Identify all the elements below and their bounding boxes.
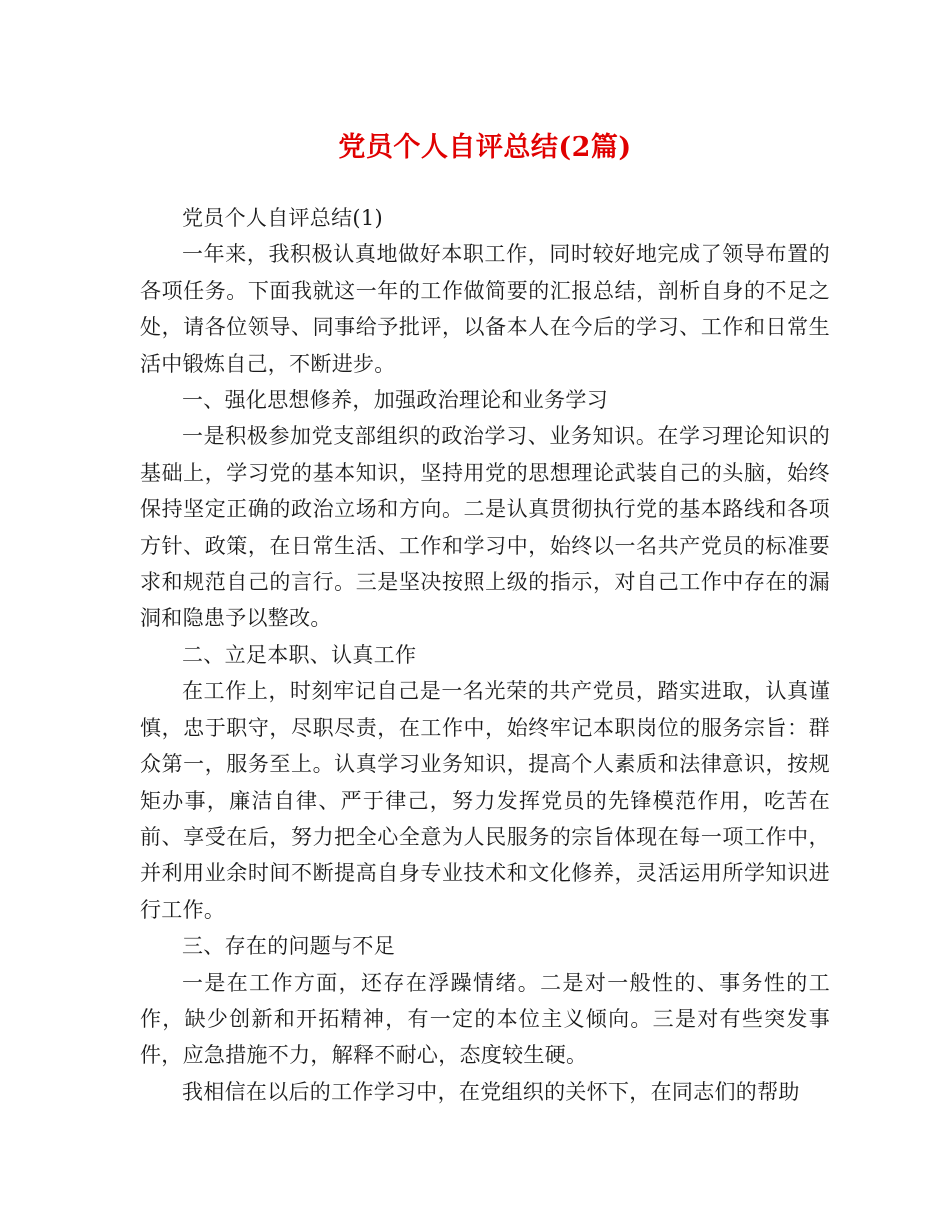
section-heading-1: 一、强化思想修养，加强政治理论和业务学习 xyxy=(182,388,608,413)
section-heading-3: 三、存在的问题与不足 xyxy=(182,934,395,959)
section-1-paragraph: 一是积极参加党支部组织的政治学习、业务知识。在学习理论知识的基础上，学习党的基本知识，坚持用党的思想理论武装自己的头脑，始终保持坚定正确的政治立场和方向。二是认真贯彻执行党的基本路线和各项方针、政策，在日常生活、工作和学习中，始终以一名共产党员的标准要求和规范自己的言行。三是坚决按照上级的指示，对自己工作中存在的漏洞和隐患予以整改。 xyxy=(140,424,830,631)
section-subtitle: 党员个人自评总结(1) xyxy=(182,206,384,230)
intro-paragraph: 一年来，我积极认真地做好本职工作，同时较好地完成了领导布置的各项任务。下面我就这一年的工作做简要的汇报总结，剖析自身的不足之处，请各位领导、同事给予批评，以备本人在今后的学习、工作和日常生活中锻炼自己，不断进步。 xyxy=(140,242,830,376)
section-3-paragraph: 一是在工作方面，还存在浮躁情绪。二是对一般性的、事务性的工作，缺少创新和开拓精神，有一定的本位主义倾向。三是对有些突发事件，应急措施不力，解释不耐心，态度较生硬。 xyxy=(140,970,830,1068)
section-2-paragraph: 在工作上，时刻牢记自己是一名光荣的共产党员，踏实进取，认真谨慎，忠于职守，尽职尽责，在工作中，始终牢记本职岗位的服务宗旨：群众第一，服务至上。认真学习业务知识，提高个人素质和法律意识，按规矩办事，廉洁自律、严于律己，努力发挥党员的先锋模范作用，吃苦在前、享受在后，努力把全心全意为人民服务的宗旨体现在每一项工作中，并利用业余时间不断提高自身专业技术和文化修养，灵活运用所学知识进行工作。 xyxy=(140,679,830,922)
section-heading-2: 二、立足本职、认真工作 xyxy=(182,642,417,667)
closing-paragraph: 我相信在以后的工作学习中，在党组织的关怀下，在同志们的帮助 xyxy=(182,1079,800,1104)
document-page xyxy=(140,128,830,1110)
document-title: 党员个人自评总结(2篇) xyxy=(338,132,632,163)
